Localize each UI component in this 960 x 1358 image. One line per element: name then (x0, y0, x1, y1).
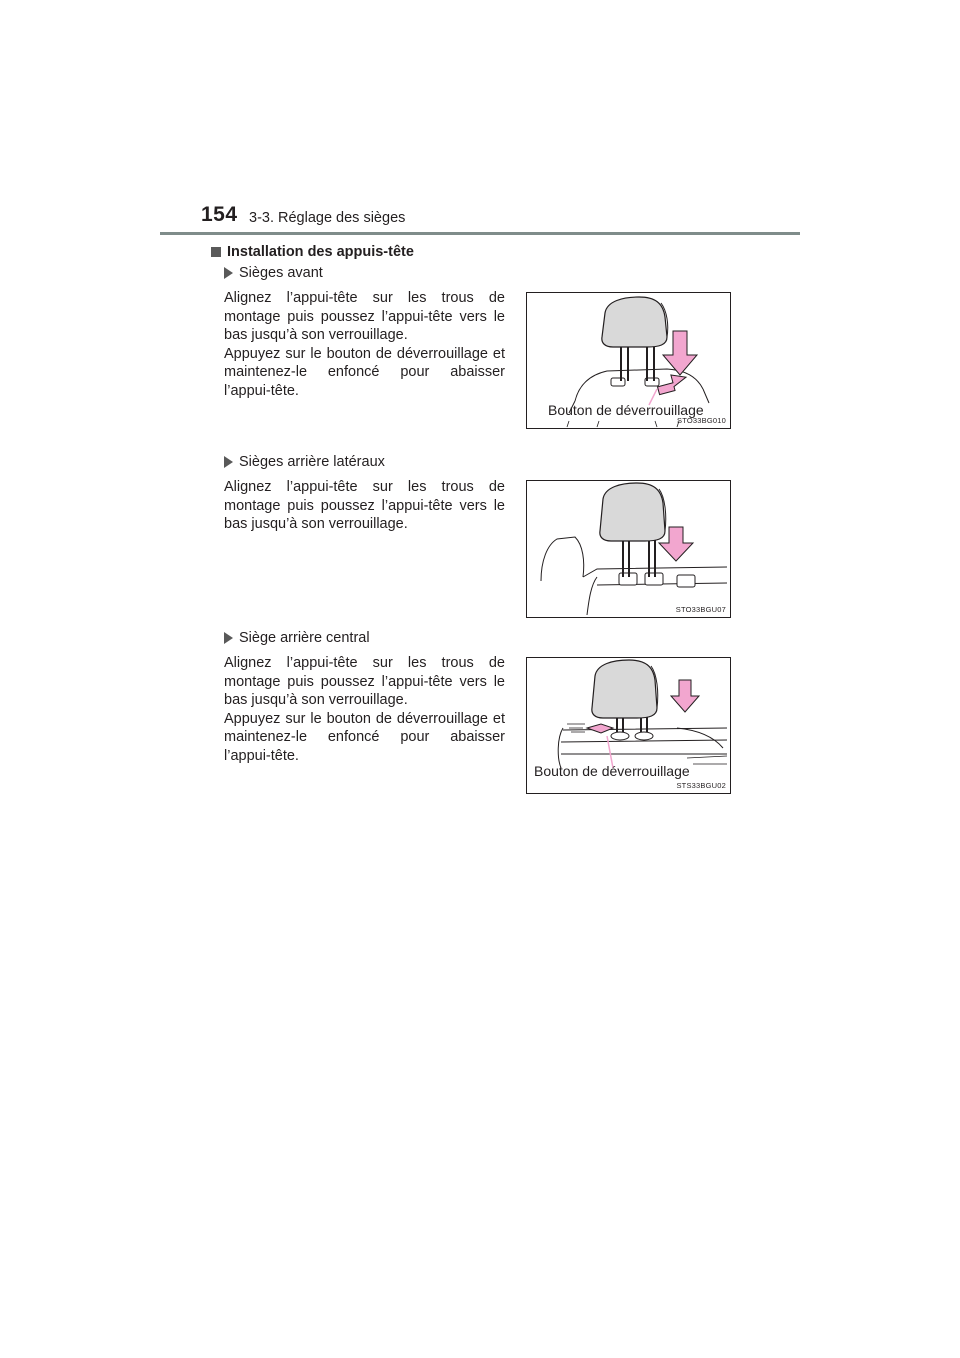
triangle-bullet-icon (224, 267, 233, 279)
subheading-text: Sièges arrière latéraux (239, 454, 385, 470)
chapter-title: 3-3. Réglage des sièges (249, 210, 406, 226)
subheading-text: Siège arrière central (239, 630, 370, 646)
page-number: 154 (201, 203, 238, 226)
paragraph: Alignez l’appui-tête sur les trous de montage puis poussez l’appui-tête vers le bas jusqu’à son verrouillage. (224, 479, 505, 533)
section-title: Installation des appuis-tête (227, 244, 414, 260)
paragraph: Appuyez sur le bouton de déverrouillage et maintenez-le enfoncé pour abaisser l’appui-tête. (224, 345, 505, 399)
instructions-rear-outboard-seats (224, 478, 505, 534)
subheading-rear-outboard-seats (224, 454, 385, 470)
instructions-front-seats (224, 289, 505, 401)
subheading-front-seats (224, 265, 323, 281)
release-button-label: Bouton de déverrouillage (548, 402, 704, 418)
figure-code: STO33BG010 (677, 416, 726, 425)
paragraph: Alignez l’appui-tête sur les trous de montage puis poussez l’appui-tête vers le bas jusqu’à son verrouillage. (224, 655, 505, 709)
paragraph: Alignez l’appui-tête sur les trous de montage puis poussez l’appui-tête vers le bas jusqu’à son verrouillage. (224, 290, 505, 344)
triangle-bullet-icon (224, 456, 233, 468)
header-rule (160, 232, 800, 235)
figure-front-seat-headrest (526, 292, 731, 429)
figure-code: STS33BGU02 (676, 781, 726, 790)
figure-code: STO33BGU07 (675, 605, 726, 614)
figure-rear-outboard-headrest (526, 480, 731, 618)
paragraph: Appuyez sur le bouton de déverrouillage et maintenez-le enfoncé pour abaisser l’appui-tête. (224, 710, 505, 764)
release-button-label: Bouton de déverrouillage (534, 763, 690, 779)
rear-outboard-seat-illustration (527, 481, 731, 618)
subheading-text: Sièges avant (239, 265, 323, 281)
triangle-bullet-icon (224, 632, 233, 644)
square-bullet-icon (211, 247, 221, 257)
section-heading (211, 244, 414, 260)
figure-rear-center-headrest (526, 657, 731, 794)
subheading-rear-center-seat (224, 630, 370, 646)
instructions-rear-center-seat (224, 654, 505, 766)
